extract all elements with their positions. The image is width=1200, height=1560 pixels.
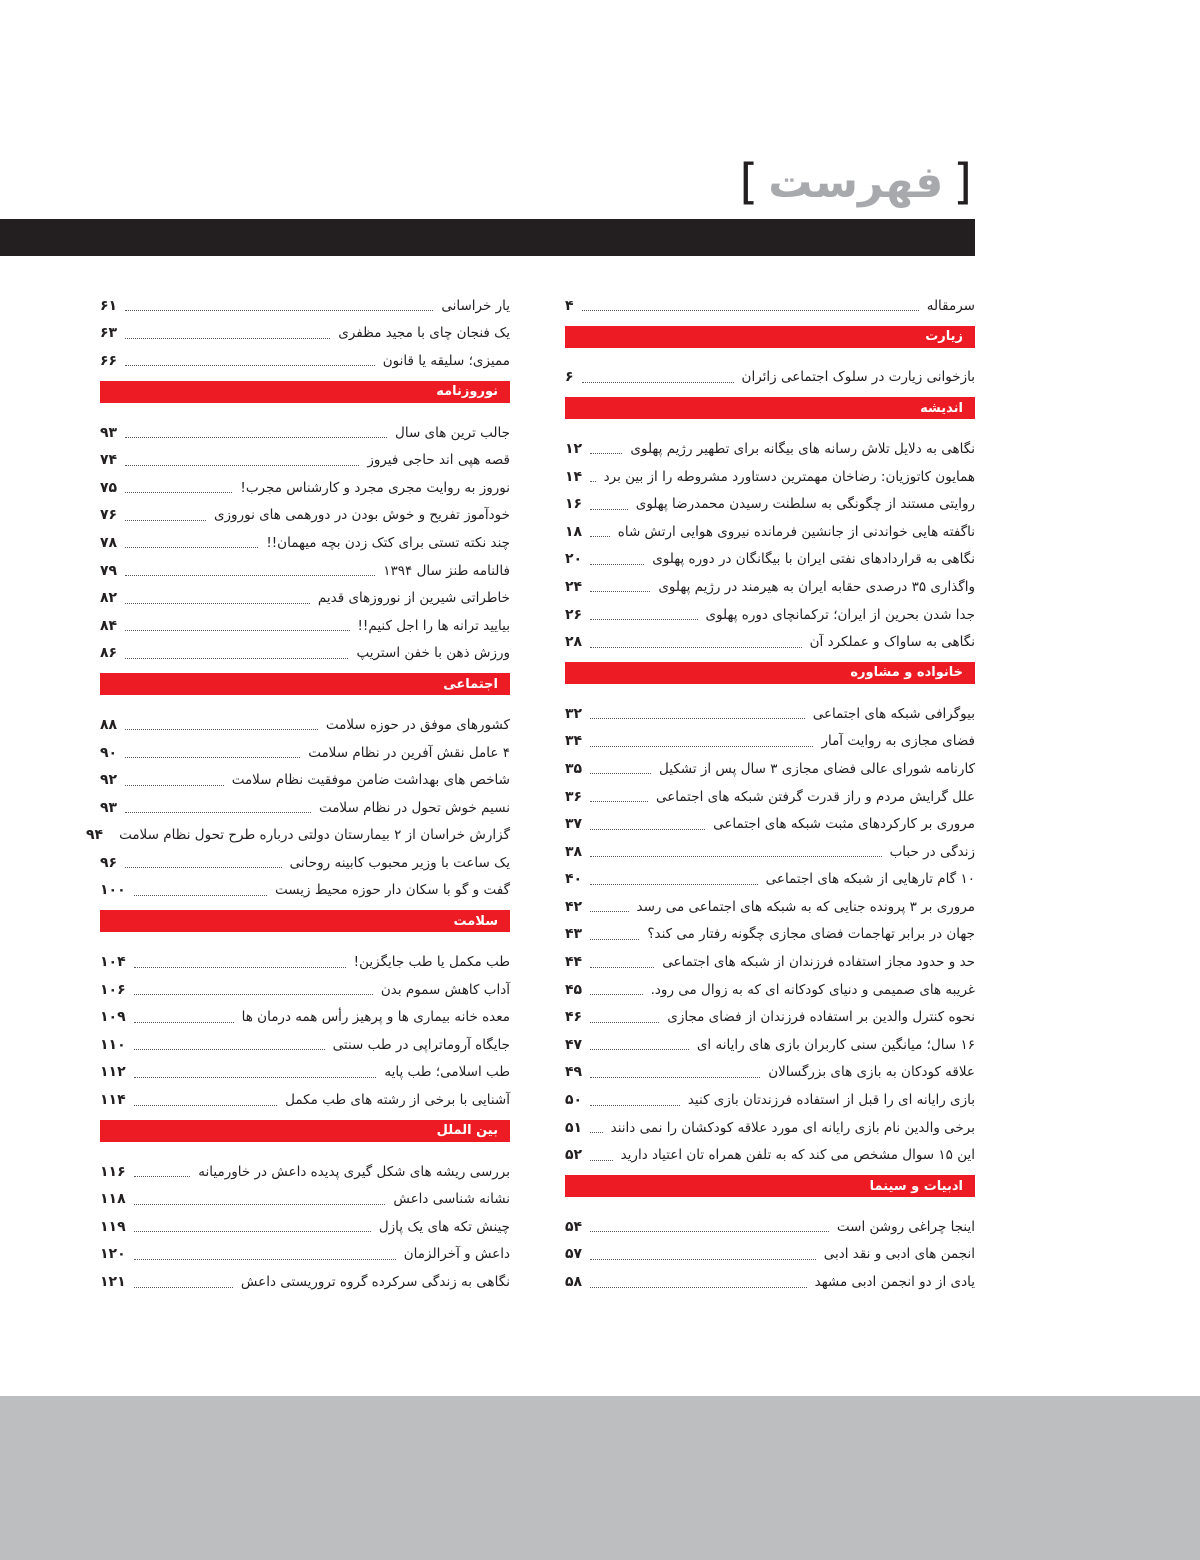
- dot-leader: [134, 994, 373, 995]
- dot-leader: [134, 895, 267, 896]
- dot-leader: [590, 536, 610, 537]
- dot-leader: [590, 801, 648, 802]
- entry-title: نگاهی به زندگی سرکرده گروه تروریستی داعش: [240, 1274, 510, 1291]
- dot-leader: [590, 967, 654, 968]
- entry-page-number: ۴۵: [565, 981, 583, 998]
- entry-page-number: ۱۰۹: [100, 1009, 126, 1026]
- entry-page-number: ۸۲: [100, 590, 118, 607]
- entry-title: نسیم خوش تحول در نظام سلامت: [318, 799, 510, 816]
- dot-leader: [590, 773, 651, 774]
- toc-entry[interactable]: [565, 463, 975, 491]
- entry-page-number: ۲۸: [565, 634, 583, 651]
- toc-entry[interactable]: [100, 1158, 510, 1186]
- toc-entry[interactable]: [565, 628, 975, 656]
- toc-entry[interactable]: [100, 502, 510, 530]
- entry-title: بازی رایانه ای را قبل از استفاده فرزندتان بازی کنید: [687, 1092, 975, 1109]
- entry-page-number: ۴۳: [565, 926, 583, 943]
- dot-leader: [590, 509, 628, 510]
- toc-entry[interactable]: [565, 921, 975, 949]
- entry-page-number: ۴۰: [565, 871, 583, 888]
- dot-leader: [134, 1105, 277, 1106]
- entry-page-number: ۱۸: [565, 523, 583, 540]
- dot-leader: [134, 1176, 191, 1177]
- toc-entry[interactable]: [565, 838, 975, 866]
- toc-entry[interactable]: [565, 700, 975, 728]
- dot-leader: [590, 1022, 659, 1023]
- toc-entry[interactable]: [565, 1031, 975, 1059]
- entry-page-number: ۱۱۴: [100, 1092, 126, 1109]
- entry-title: جالب ترین های سال: [395, 424, 510, 441]
- toc-entry[interactable]: [100, 739, 510, 767]
- toc-entry[interactable]: [565, 490, 975, 518]
- dot-leader: [590, 1049, 689, 1050]
- entry-title: معده خانه بیماری ها و پرهیز رأس همه درمان ها: [241, 1009, 510, 1026]
- dot-leader: [125, 365, 375, 366]
- entry-title: برخی والدین نام بازی رایانه ای مورد علاقه کودکشان را نمی دانند: [610, 1119, 975, 1136]
- toc-entry[interactable]: [100, 1003, 510, 1031]
- dot-leader: [125, 575, 375, 576]
- dot-leader: [125, 757, 300, 758]
- dot-leader: [590, 939, 639, 940]
- dot-leader: [125, 729, 318, 730]
- section-header: اندیشه: [565, 397, 975, 419]
- entry-title: کشورهای موفق در حوزه سلامت: [325, 716, 510, 733]
- dot-leader: [125, 812, 311, 813]
- toc-entry[interactable]: [100, 1031, 510, 1059]
- dot-leader: [134, 1231, 371, 1232]
- dot-leader: [590, 1105, 680, 1106]
- section-header: سلامت: [100, 910, 510, 932]
- entry-title: نحوه کنترل والدین بر استفاده فرزندان از فضای مجازی: [667, 1009, 975, 1026]
- dot-leader: [590, 647, 802, 648]
- entry-page-number: ۱۲۱: [100, 1274, 126, 1291]
- entry-page-number: ۱۰۰: [100, 882, 126, 899]
- dot-leader: [582, 310, 919, 311]
- dot-leader: [125, 492, 232, 493]
- toc-entry[interactable]: [565, 893, 975, 921]
- entry-title: یک فنجان چای با مجید مظفری: [338, 325, 510, 342]
- bottom-gray-band: [0, 1396, 1200, 1560]
- entry-page-number: ۴۴: [565, 954, 583, 971]
- entry-title: همایون کاتوزیان: رضاخان مهمترین دستاورد مشروطه را از بین برد: [603, 468, 975, 485]
- dot-leader: [590, 884, 758, 885]
- dot-leader: [125, 658, 348, 659]
- entry-title: نگاهی به ساواک و عملکرد آن: [809, 634, 975, 651]
- toc-entry[interactable]: [100, 446, 510, 474]
- entry-page-number: ۲۰: [565, 551, 583, 568]
- toc-entry[interactable]: [100, 612, 510, 640]
- entry-title: خودآموز تفریح و خوش بودن در دورهمی های نوروزی: [213, 507, 510, 524]
- dot-leader: [125, 310, 433, 311]
- toc-entry[interactable]: [565, 601, 975, 629]
- entry-page-number: ۲۶: [565, 606, 583, 623]
- toc-entry[interactable]: [100, 529, 510, 557]
- title-bracket-close: ]: [739, 154, 759, 210]
- entry-page-number: ۵۴: [565, 1218, 583, 1235]
- entry-title: واگذاری ۳۵ درصدی حقابه ایران به هیرمند در رژیم پهلوی: [658, 578, 975, 595]
- section-header: نوروزنامه: [100, 381, 510, 403]
- entry-page-number: ۱۲: [565, 440, 583, 457]
- dot-leader: [590, 1132, 603, 1133]
- entry-title: نشانه شناسی داعش: [393, 1191, 510, 1208]
- toc-entry[interactable]: [100, 1086, 510, 1114]
- entry-page-number: ۶: [565, 369, 574, 386]
- entry-title: یک ساعت با وزیر محبوب کابینه روحانی: [289, 854, 510, 871]
- toc-entry[interactable]: [100, 419, 510, 447]
- entry-title: علل گرایش مردم و راز قدرت گرفتن شبکه های اجتماعی: [655, 788, 975, 805]
- page-title-text: فهرست: [768, 156, 944, 208]
- entry-title: چند نکته تستی برای کتک زدن بچه میهمان!!: [266, 534, 510, 551]
- toc-entry[interactable]: [100, 1059, 510, 1087]
- dot-leader: [590, 619, 697, 620]
- entry-title: ۱۰ گام تارهایی از شبکه های اجتماعی: [765, 871, 975, 888]
- entry-title: انجمن های ادبی و نقد ادبی: [823, 1246, 975, 1263]
- entry-page-number: ۱۲۰: [100, 1246, 126, 1263]
- dot-leader: [590, 1160, 612, 1161]
- toc-entry[interactable]: [100, 849, 510, 877]
- entry-page-number: ۴۹: [565, 1064, 583, 1081]
- entry-page-number: ۸۴: [100, 617, 118, 634]
- entry-page-number: ۳۴: [565, 733, 583, 750]
- entry-title: آداب کاهش سموم بدن: [380, 981, 510, 998]
- toc-entry[interactable]: [565, 518, 975, 546]
- entry-page-number: ۷۶: [100, 507, 118, 524]
- dot-leader: [590, 829, 705, 830]
- toc-entry[interactable]: [565, 976, 975, 1004]
- entry-page-number: ۱۱۸: [100, 1191, 126, 1208]
- title-bracket-open: [: [953, 154, 972, 210]
- entry-page-number: ۱۴: [565, 468, 583, 485]
- toc-entry[interactable]: [565, 755, 975, 783]
- dot-leader: [134, 967, 346, 968]
- entry-page-number: ۳۵: [565, 760, 583, 777]
- dot-leader: [590, 453, 622, 454]
- entry-title: ناگفته هایی خواندنی از جانشین فرمانده نیروی هوایی ارتش شاه: [617, 523, 975, 540]
- entry-title: نگاهی به دلایل تلاش رسانه های بیگانه برای تطهیر رژیم پهلوی: [630, 440, 975, 457]
- entry-title: جهان در برابر تهاجمات فضای مجازی چگونه رفتار می کند؟: [647, 926, 975, 943]
- toc-entry[interactable]: [565, 1268, 975, 1296]
- dot-leader: [125, 465, 359, 466]
- entry-title: مروری بر کارکردهای مثبت شبکه های اجتماعی: [713, 816, 975, 833]
- entry-title: نگاهی به قراردادهای نفتی ایران با بیگانگان در دوره پهلوی: [652, 551, 975, 568]
- entry-title: جدا شدن بحرین از ایران؛ ترکمانچای دوره پهلوی: [705, 606, 975, 623]
- entry-title: غریبه های صمیمی و دنیای کودکانه ای که به زوال می رود.: [650, 981, 975, 998]
- entry-title: نوروز به روایت مجری مجرد و کارشناس مجرب!: [240, 479, 510, 496]
- toc-entry[interactable]: [565, 1141, 975, 1169]
- entry-title: شاخص های بهداشت ضامن موفقیت نظام سلامت: [231, 772, 510, 789]
- entry-page-number: ۱۱۲: [100, 1064, 126, 1081]
- dot-leader: [590, 994, 643, 995]
- entry-title: خاطراتی شیرین از نوروزهای قدیم: [317, 590, 510, 607]
- entry-title: بازخوانی زیارت در سلوک اجتماعی زائران: [741, 369, 975, 386]
- entry-title: گزارش خراسان از ۲ بیمارستان دولتی درباره طرح تحول نظام سلامت: [119, 827, 510, 844]
- entry-title: جایگاه آروماتراپی در طب سنتی: [332, 1036, 510, 1053]
- dot-leader: [590, 856, 882, 857]
- toc-entry[interactable]: [100, 1185, 510, 1213]
- toc-entry[interactable]: [565, 1086, 975, 1114]
- toc-entry[interactable]: [100, 347, 510, 375]
- toc-entry[interactable]: [565, 948, 975, 976]
- dot-leader: [125, 603, 310, 604]
- dot-leader: [590, 1287, 807, 1288]
- entry-title: ممیزی؛ سلیقه یا قانون: [382, 352, 510, 369]
- toc-entry[interactable]: [100, 584, 510, 612]
- dot-leader: [125, 547, 258, 548]
- toc-entry[interactable]: [565, 810, 975, 838]
- entry-page-number: ۷۸: [100, 534, 118, 551]
- entry-title: یار خراسانی: [441, 297, 510, 314]
- toc-entry[interactable]: [565, 1241, 975, 1269]
- dot-leader: [134, 1287, 233, 1288]
- entry-page-number: ۱۶: [565, 496, 583, 513]
- dot-leader: [134, 1049, 325, 1050]
- toc-entry[interactable]: [100, 877, 510, 905]
- entry-page-number: ۶۶: [100, 352, 118, 369]
- dot-leader: [582, 382, 734, 383]
- toc-entry[interactable]: [100, 976, 510, 1004]
- section-header: ادبیات و سینما: [565, 1175, 975, 1197]
- dot-leader: [125, 867, 282, 868]
- entry-page-number: ۱۰۶: [100, 981, 126, 998]
- entry-page-number: ۴۲: [565, 898, 583, 915]
- entry-page-number: ۵۸: [565, 1274, 583, 1291]
- entry-title: یادی از دو انجمن ادبی مشهد: [814, 1274, 975, 1291]
- toc-entry[interactable]: [100, 474, 510, 502]
- entry-page-number: ۷۹: [100, 562, 118, 579]
- section-header: زیارت: [565, 326, 975, 348]
- entry-page-number: ۳۸: [565, 843, 583, 860]
- page-title: [739, 152, 972, 212]
- toc-left-column: [85, 292, 510, 1296]
- entry-title: طب مکمل یا طب جایگزین!: [353, 954, 510, 971]
- entry-title: کارنامه شورای عالی فضای مجازی ۳ سال پس از تشکیل: [659, 760, 975, 777]
- dot-leader: [134, 1204, 386, 1205]
- toc-entry[interactable]: [100, 711, 510, 739]
- entry-page-number: ۵۷: [565, 1246, 583, 1263]
- toc-entry[interactable]: [565, 1003, 975, 1031]
- entry-title: فالنامه طنز سال ۱۳۹۴: [383, 562, 510, 579]
- dot-leader: [134, 1022, 234, 1023]
- toc-entry[interactable]: [565, 1114, 975, 1142]
- toc-entry[interactable]: [565, 573, 975, 601]
- entry-title: آشنایی با برخی از رشته های طب مکمل: [285, 1092, 510, 1109]
- dot-leader: [590, 1077, 760, 1078]
- entry-title: گفت و گو با سکان دار حوزه محیط زیست: [274, 882, 510, 899]
- toc-entry[interactable]: [100, 292, 510, 320]
- entry-title: اینجا چراغی روشن است: [836, 1218, 975, 1235]
- toc-entry[interactable]: [100, 766, 510, 794]
- entry-title: زندگی در حباب: [889, 843, 975, 860]
- toc-entry[interactable]: [100, 1213, 510, 1241]
- toc-entry[interactable]: [100, 794, 510, 822]
- entry-title: این ۱۵ سوال مشخص می کند که به تلفن همراه تان اعتیاد دارید: [620, 1147, 975, 1164]
- entry-page-number: ۸۸: [100, 716, 118, 733]
- toc-entry[interactable]: [565, 728, 975, 756]
- dot-leader: [590, 1231, 829, 1232]
- entry-page-number: ۴۶: [565, 1009, 583, 1026]
- toc-entry[interactable]: [100, 1241, 510, 1269]
- entry-title: ۴ عامل نقش آفرین در نظام سلامت: [308, 744, 510, 761]
- dot-leader: [134, 1077, 377, 1078]
- entry-page-number: ۶۱: [100, 297, 118, 314]
- entry-page-number: ۱۱۹: [100, 1218, 126, 1235]
- toc-entry[interactable]: [85, 822, 510, 850]
- entry-page-number: ۱۰۴: [100, 954, 126, 971]
- entry-page-number: ۷۴: [100, 452, 118, 469]
- entry-title: بیایید ترانه ها را اجل کنیم!!: [357, 617, 510, 634]
- entry-page-number: ۹۲: [100, 772, 118, 789]
- entry-page-number: ۵۱: [565, 1119, 583, 1136]
- dot-leader: [125, 437, 387, 438]
- entry-title: بررسی ریشه های شکل گیری پدیده داعش در خاورمیانه: [198, 1163, 510, 1180]
- entry-title: فضای مجازی به روایت آمار: [821, 733, 975, 750]
- dot-leader: [134, 1259, 396, 1260]
- dot-leader: [125, 785, 224, 786]
- toc-entry[interactable]: [565, 783, 975, 811]
- dot-leader: [125, 520, 206, 521]
- dot-leader: [590, 746, 813, 747]
- toc-entry[interactable]: [565, 866, 975, 894]
- entry-page-number: ۲۴: [565, 578, 583, 595]
- dot-leader: [590, 718, 805, 719]
- toc-entry[interactable]: [100, 640, 510, 668]
- section-header: خانواده و مشاوره: [565, 662, 975, 684]
- toc-entry[interactable]: [100, 320, 510, 348]
- dot-leader: [590, 591, 650, 592]
- entry-title: روایتی مستند از چگونگی به سلطنت رسیدن محمدرضا پهلوی: [635, 496, 975, 513]
- dot-leader: [590, 1259, 816, 1260]
- dot-leader: [590, 911, 628, 912]
- entry-page-number: ۹۶: [100, 854, 118, 871]
- toc-entry[interactable]: [565, 1059, 975, 1087]
- dot-leader: [125, 630, 349, 631]
- entry-page-number: ۹۴: [85, 827, 104, 844]
- entry-title: بیوگرافی شبکه های اجتماعی: [812, 705, 975, 722]
- entry-title: سرمقاله: [926, 297, 975, 314]
- toc-entry[interactable]: [565, 364, 975, 392]
- section-header: اجتماعی: [100, 673, 510, 695]
- entry-title: علاقه کودکان به بازی های بزرگسالان: [768, 1064, 975, 1081]
- entry-page-number: ۴: [565, 297, 574, 314]
- entry-page-number: ۴۷: [565, 1036, 583, 1053]
- toc-entry[interactable]: [565, 546, 975, 574]
- entry-title: طب اسلامی؛ طب پایه: [384, 1064, 510, 1081]
- entry-page-number: ۹۰: [100, 744, 118, 761]
- entry-page-number: ۹۳: [100, 799, 118, 816]
- header-black-bar: [0, 219, 975, 256]
- dot-leader: [590, 481, 596, 482]
- toc-entry[interactable]: [565, 1213, 975, 1241]
- entry-title: ورزش ذهن با خفن استریپ: [356, 645, 510, 662]
- entry-page-number: ۷۵: [100, 479, 118, 496]
- entry-page-number: ۱۱۶: [100, 1163, 126, 1180]
- entry-page-number: ۶۳: [100, 325, 118, 342]
- entry-page-number: ۸۶: [100, 645, 118, 662]
- toc-entry[interactable]: [565, 435, 975, 463]
- entry-title: داعش و آخرالزمان: [403, 1246, 510, 1263]
- entry-page-number: ۳۶: [565, 788, 583, 805]
- entry-title: حد و حدود مجاز استفاده فرزندان از شبکه های اجتماعی: [662, 954, 975, 971]
- entry-page-number: ۵۲: [565, 1147, 583, 1164]
- entry-page-number: ۹۳: [100, 424, 118, 441]
- section-header: بین الملل: [100, 1120, 510, 1142]
- entry-page-number: ۳۷: [565, 816, 583, 833]
- toc-right-column: [565, 292, 975, 1296]
- entry-title: چینش تکه های یک پازل: [378, 1218, 510, 1235]
- entry-title: قصه هپی اند حاجی فیروز: [367, 452, 510, 469]
- toc-entry[interactable]: [100, 557, 510, 585]
- toc-entry[interactable]: [565, 292, 975, 320]
- entry-page-number: ۵۰: [565, 1092, 583, 1109]
- dot-leader: [125, 338, 330, 339]
- entry-page-number: ۳۲: [565, 705, 583, 722]
- dot-leader: [590, 564, 644, 565]
- entry-title: ۱۶ سال؛ میانگین سنی کاربران بازی های رایانه ای: [696, 1036, 975, 1053]
- toc-entry[interactable]: [100, 1268, 510, 1296]
- toc-entry[interactable]: [100, 948, 510, 976]
- entry-page-number: ۱۱۰: [100, 1036, 126, 1053]
- entry-title: مروری بر ۳ پرونده جنایی که به شبکه های اجتماعی می رسد: [636, 898, 975, 915]
